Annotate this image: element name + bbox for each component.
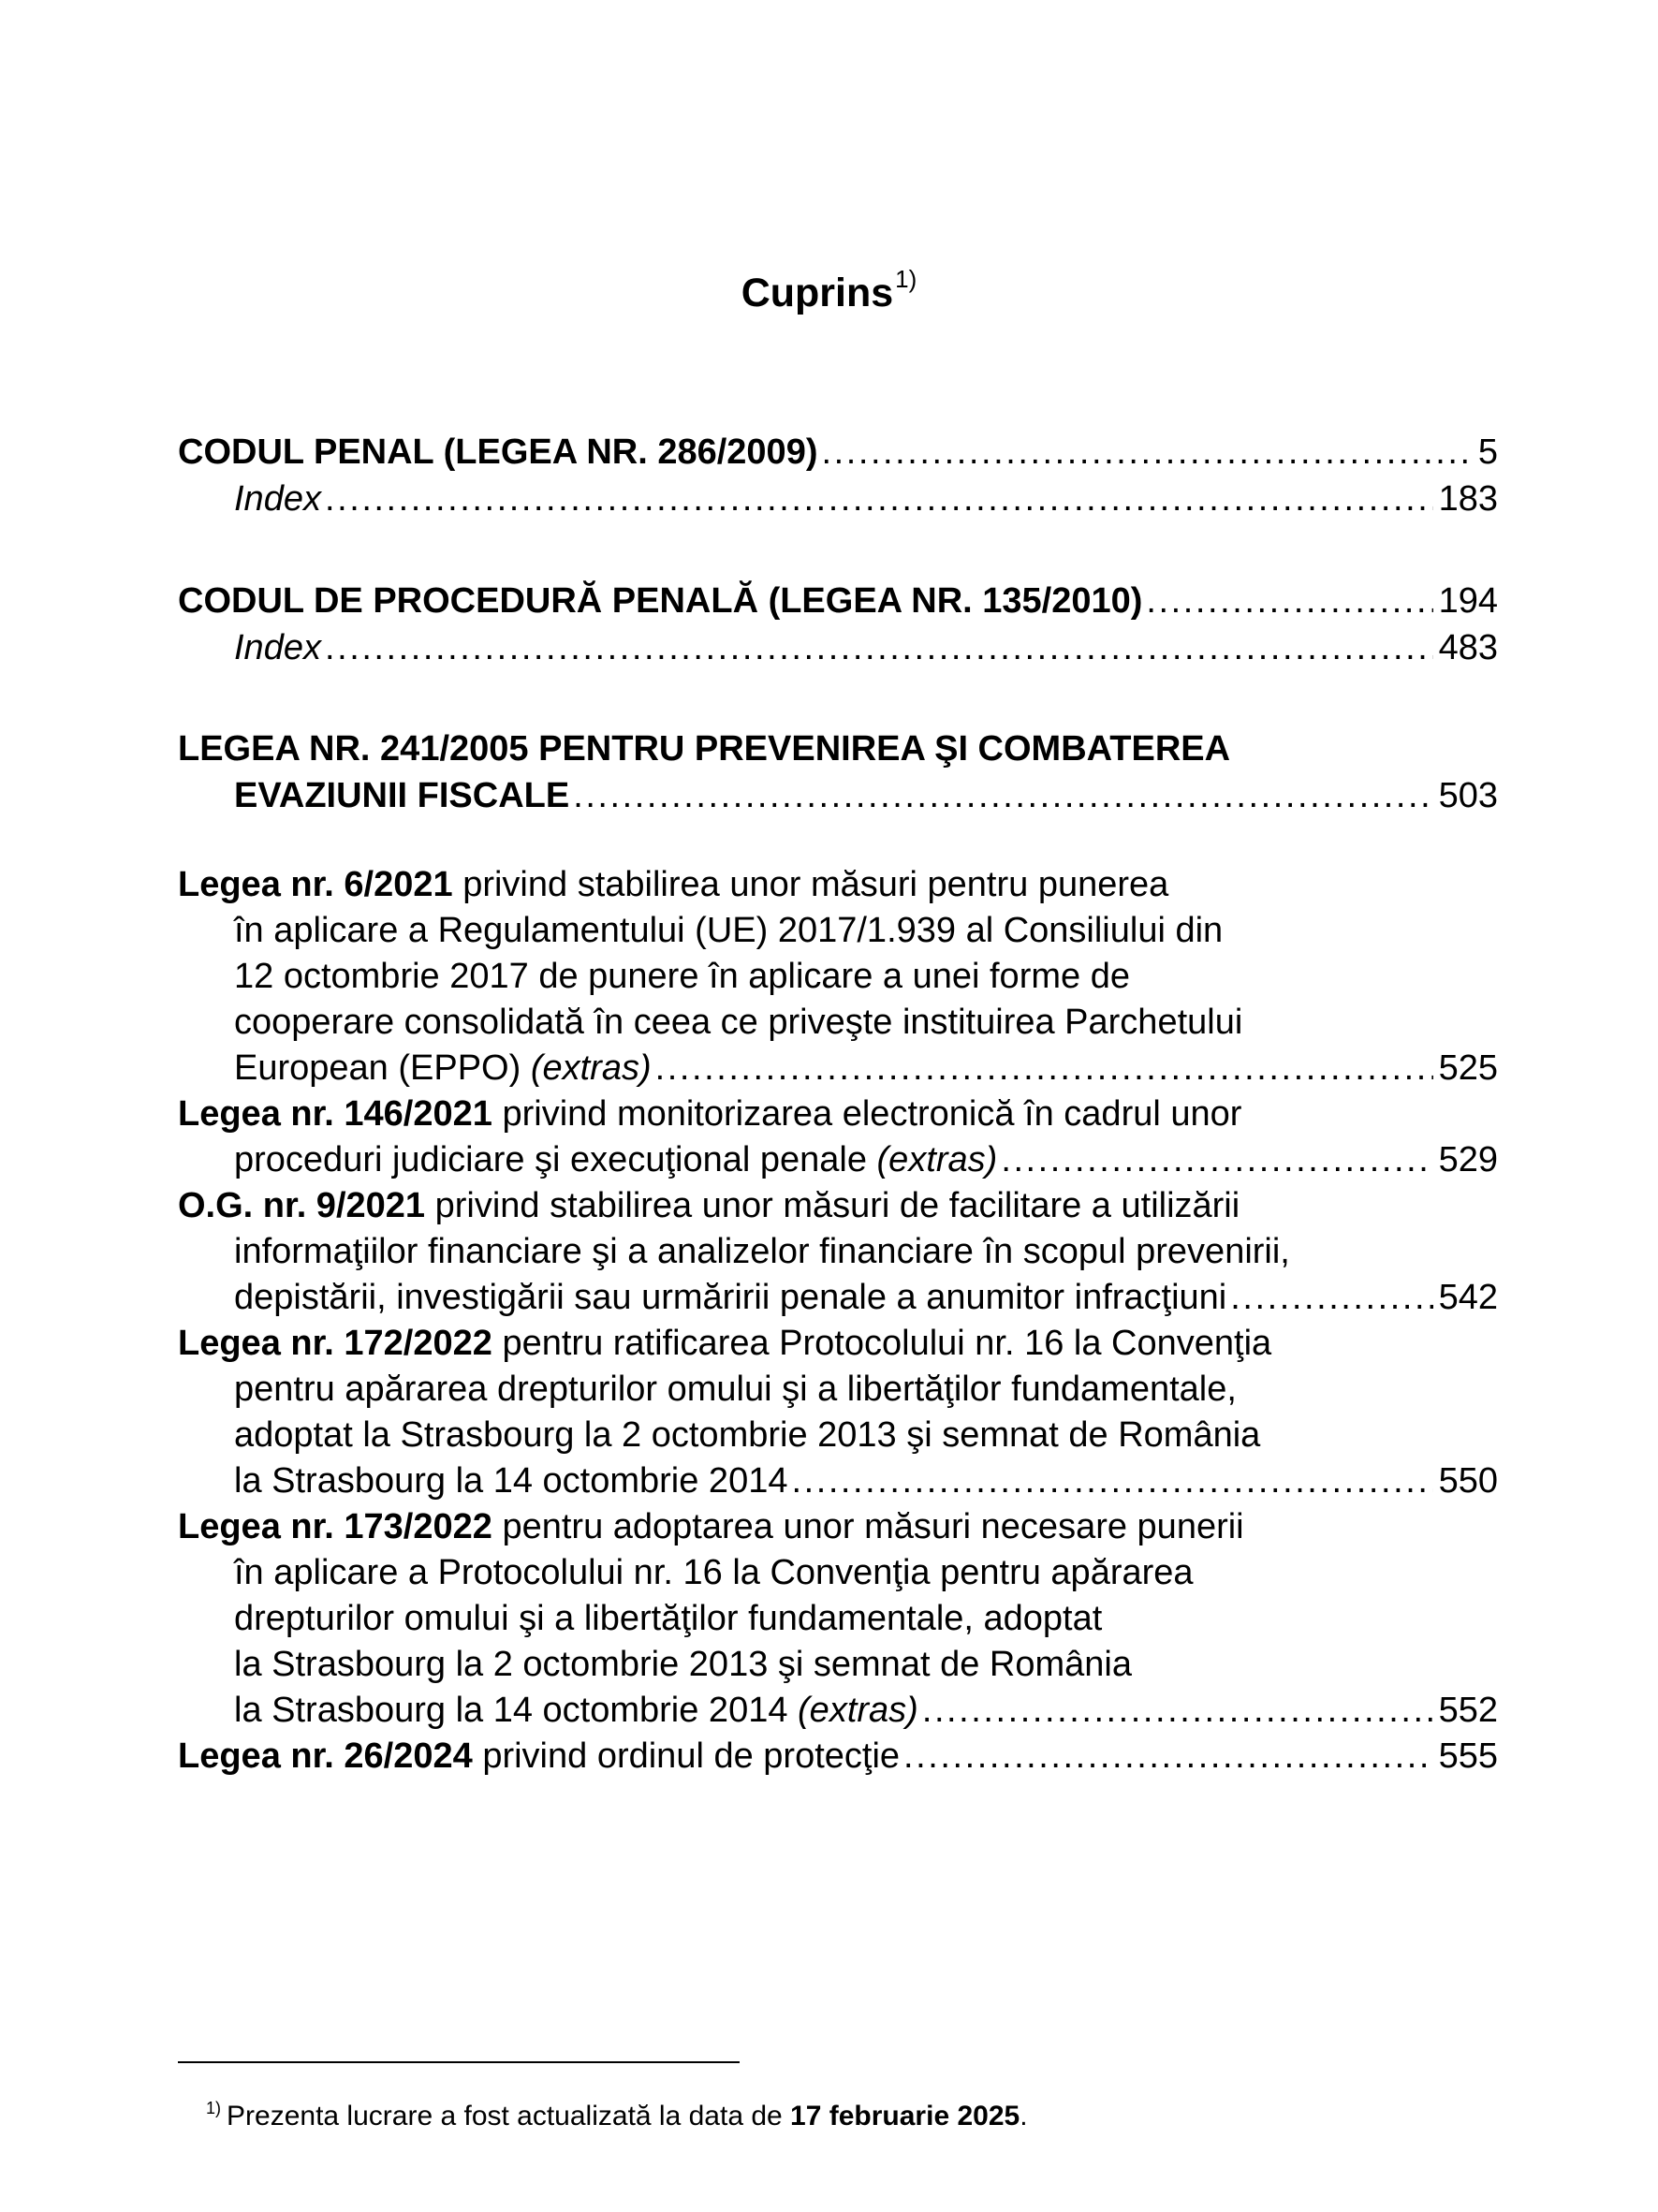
toc-entry-legea-173-line4: la Strasbourg la 2 octombrie 2013 şi semnat de România — [234, 1645, 1132, 1684]
toc-entry-legea-6[interactable]: Legea nr. 6/2021 privind stabilirea unor măsuri pentru punerea — [178, 865, 1169, 904]
toc-entry-codul-penal[interactable]: CODUL PENAL (LEGEA NR. 286/2009) . . . 5 — [178, 429, 1498, 476]
toc-entry-legea-146[interactable]: Legea nr. 146/2021 privind monitorizarea electronică în cadrul unor — [178, 1094, 1242, 1134]
toc-entry-legea-6-line4: cooperare consolidată în ceea ce priveşte instituirea Parchetului — [234, 1003, 1243, 1042]
page-number: 555 — [1438, 1736, 1498, 1776]
page-number: 529 — [1438, 1140, 1498, 1179]
toc-entry-og-9-line2: informaţiilor financiare şi a analizelor financiare în scopul prevenirii, — [234, 1232, 1290, 1271]
toc-entry-legea-6-line3: 12 octombrie 2017 de punere în aplicare a unei forme de — [234, 957, 1130, 996]
page-number: 525 — [1438, 1048, 1498, 1088]
page-number: 194 — [1438, 581, 1498, 621]
toc-entry-og-9[interactable]: O.G. nr. 9/2021 privind stabilirea unor măsuri de facilitare a utilizării — [178, 1186, 1240, 1225]
toc-entry-codul-penal-index[interactable]: Index . . . 183 — [234, 476, 1498, 522]
toc-entry-og-9-last[interactable]: depistării, investigării sau urmăririi penale a anumitor infracţiuni . . . 542 — [234, 1274, 1498, 1321]
page-title: Cuprins$^{1)}$ — [741, 265, 917, 315]
toc-entry-legea-173-line3: drepturilor omului şi a libertăţilor fundamentale, adoptat — [234, 1599, 1103, 1638]
toc-entry-legea-173-line2: în aplicare a Protocolului nr. 16 la Convenţia pentru apărarea — [234, 1553, 1194, 1592]
toc-entry-legea-146-last[interactable]: proceduri judiciare şi execuţional penale (extras) . . . 529 — [234, 1136, 1498, 1183]
toc-entry-legea-173[interactable]: Legea nr. 173/2022 pentru adoptarea unor măsuri necesare punerii — [178, 1507, 1244, 1546]
page-number: 183 — [1438, 479, 1498, 519]
title-footnote-mark: 1) — [895, 265, 917, 293]
toc-entry-legea-172[interactable]: Legea nr. 172/2022 pentru ratificarea Protocolului nr. 16 la Convenţia — [178, 1324, 1272, 1363]
toc-entry-legea-241[interactable]: EVAZIUNII FISCALE . . . 503 — [234, 772, 1498, 819]
toc-entry-legea-6-line2: în aplicare a Regulamentului (UE) 2017/1.939 al Consiliului din — [234, 911, 1224, 950]
page-number: 5 — [1477, 432, 1498, 472]
toc-entry-cpp[interactable]: CODUL DE PROCEDURĂ PENALĂ (LEGEA NR. 135/2010) . . . 194 — [178, 578, 1498, 624]
toc-entry-legea-241-line1[interactable]: LEGEA NR. 241/2005 PENTRU PREVENIREA ŞI COMBATEREA — [178, 729, 1231, 769]
page-number: 542 — [1438, 1278, 1498, 1317]
toc-entry-legea-26[interactable]: Legea nr. 26/2024 privind ordinul de protecţie . . . 555 — [178, 1733, 1498, 1780]
page-number: 503 — [1438, 776, 1498, 815]
footnote-divider — [178, 2061, 740, 2063]
toc-entry-legea-172-last[interactable]: la Strasbourg la 14 octombrie 2014 . . . 550 — [234, 1458, 1498, 1504]
footnote: $^{1)}$ Prezenta lucrare a fost actualizată la data de 17 februarie 2025. — [206, 2099, 1028, 2131]
page-number: 550 — [1438, 1461, 1498, 1501]
toc-entry-legea-173-last[interactable]: la Strasbourg la 14 octombrie 2014 (extras) . . . 552 — [234, 1687, 1498, 1734]
toc-entry-legea-172-line3: adoptat la Strasbourg la 2 octombrie 2013 şi semnat de România — [234, 1415, 1261, 1455]
toc-entry-legea-172-line2: pentru apărarea drepturilor omului şi a libertăţilor fundamentale, — [234, 1370, 1237, 1409]
page-number: 483 — [1438, 628, 1498, 667]
footnote-mark: 1) — [206, 2099, 222, 2117]
toc-entry-legea-6-last[interactable]: European (EPPO) (extras) . . . 525 — [234, 1045, 1498, 1091]
page-number: 552 — [1438, 1691, 1498, 1730]
toc-entry-cpp-index[interactable]: Index . . . 483 — [234, 624, 1498, 671]
